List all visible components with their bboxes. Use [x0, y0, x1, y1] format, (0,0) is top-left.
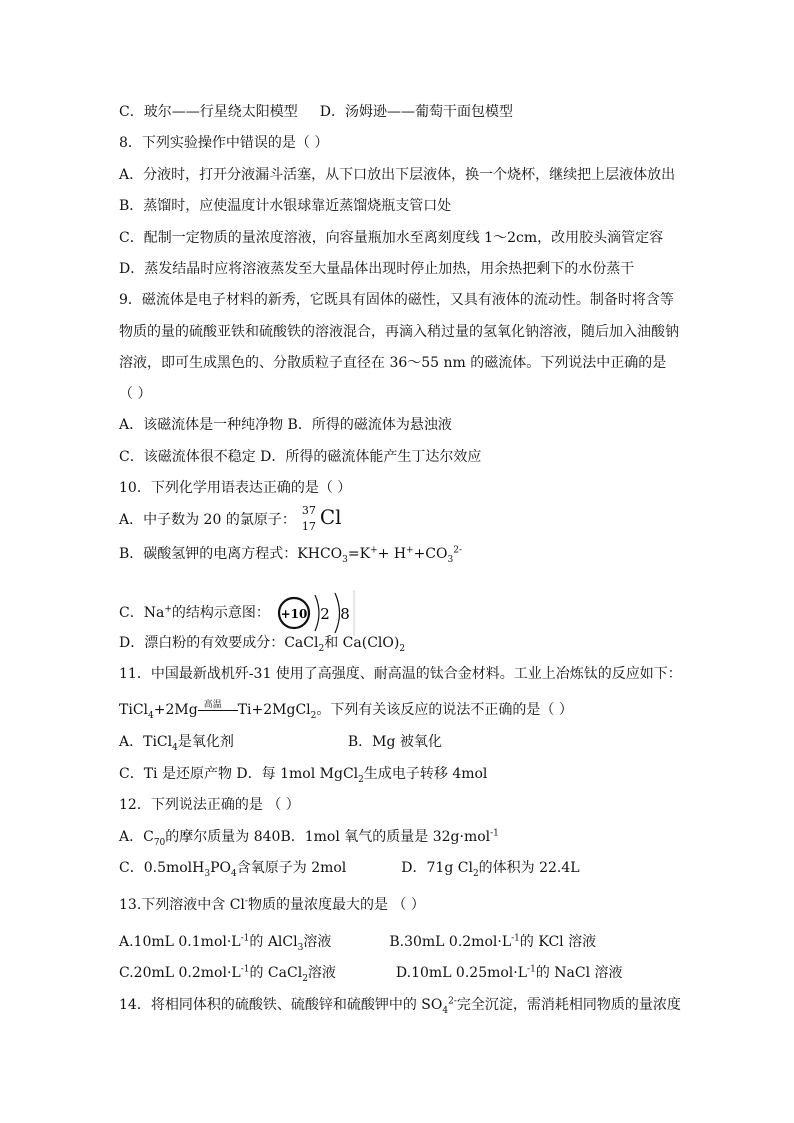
q11-equation-line [119, 700, 573, 720]
subscript: 70 [153, 837, 166, 848]
q12-options-ab [119, 827, 499, 847]
q10-option-a [119, 504, 348, 533]
superscript: -1 [511, 933, 520, 944]
q12-c-text: PO [210, 860, 232, 876]
subscript: 2 [399, 643, 406, 654]
q13-d-text: D.10mL 0.25mol·L [395, 965, 528, 981]
q10-c-text: 的结构示意图： [171, 605, 270, 621]
q12-c-text: C．0.5molH [119, 860, 205, 876]
superscript: - [244, 896, 248, 907]
q10-b-text: +CO [413, 546, 448, 562]
superscript: -1 [490, 828, 499, 839]
q13-stem [119, 895, 425, 915]
subscript: 3 [297, 942, 304, 953]
q9-options-cd: C．该磁流体很不稳定 D．所得的磁流体能产生丁达尔效应 [119, 449, 482, 465]
q10-option-b [119, 544, 462, 564]
q8-option-a: A．分液时，打开分液漏斗活塞，从下口放出下层液体，换一个烧杯，继续把上层液体放出 [119, 167, 676, 183]
q10-c-text: C．Na [119, 605, 165, 621]
superscript: + [164, 604, 172, 615]
q8-option-c: C．配制一定物质的量浓度溶液，向容量瓶加水至离刻度线 1～2cm，改用胶头滴管定容 [119, 230, 664, 246]
superscript: 2- [453, 545, 463, 556]
q13-a-text: 溶液 [303, 934, 332, 950]
q14-text: 14．将相同体积的硫酸铁、硫酸锌和硫酸钾中的 SO [119, 997, 443, 1013]
subscript: 4 [442, 1005, 449, 1016]
q11-cd-text: 生成电子转移 4mol [363, 766, 488, 782]
subscript: 2 [310, 710, 317, 721]
subscript: 2 [302, 973, 308, 984]
q10-b-text: =K [347, 546, 371, 562]
q13-b-text: 的 KCl 溶液 [519, 934, 597, 950]
shell-1-electrons: 2 [320, 605, 330, 623]
q13-d-text: 的 NaCl 溶液 [535, 965, 623, 981]
shell-2-electrons: 8 [340, 605, 350, 623]
q13-c-text: C.20mL 0.2mol·L [119, 965, 241, 981]
q9-answer-paren: （ ） [119, 386, 152, 402]
q12-a-text: A．C [119, 829, 154, 845]
q11-eq-text: Ti+2MgCl [237, 702, 311, 718]
subscript: 4 [172, 742, 178, 753]
chlorine-nuclide-symbol [301, 504, 348, 533]
q10-d-text: 和 Ca(ClO) [324, 635, 400, 651]
q12-options-cd [119, 858, 580, 878]
sodium-ion-structure-diagram [274, 590, 356, 636]
q13-stem-text: 13.下列溶液中含 Cl [119, 897, 245, 913]
subscript: 3 [204, 868, 211, 879]
q9-options-ab: A．该磁流体是一种纯净物 B．所得的磁流体为悬浊液 [119, 417, 452, 433]
q13-options-ab [119, 932, 596, 952]
q14-text: 完全沉淀，需消耗相同物质的量浓度 [456, 997, 681, 1013]
subscript: 2 [358, 774, 364, 785]
superscript: + [370, 545, 378, 556]
subscript: 4 [148, 710, 154, 721]
q7-option-c: C．玻尔——行星绕太阳模型 [119, 104, 298, 120]
q13-c-text: 溶液 [307, 965, 336, 981]
q13-c-text: 的 CaCl [249, 965, 303, 981]
element-symbol: Cl [319, 505, 342, 529]
q7-option-d: D．汤姆逊——葡萄干面包模型 [319, 104, 513, 120]
superscript: -1 [240, 933, 250, 944]
q9-stem-line3: 溶液，即可生成黑色的、分散质粒子直径在 36～55 nm 的磁流体。下列说法中正确的是 [119, 355, 667, 371]
q8-option-d: D．蒸发结晶时应将溶液蒸发至大量晶体出现时停止加热，用余热把剩下的水份蒸干 [119, 261, 635, 277]
q10-d-text: D．漂白粉的有效要成分：CaCl [119, 635, 319, 651]
subscript: 2 [318, 643, 325, 654]
subscript: 2 [472, 868, 479, 879]
superscript: 2- [448, 996, 457, 1007]
q10-option-d [119, 633, 405, 653]
q8-option-b: B．蒸馏时，应使温度计水银球靠近蒸馏烧瓶支管口处 [119, 198, 452, 214]
q7-options [119, 102, 513, 122]
reaction-arrow-line [198, 710, 238, 711]
q12-c-text: 含氧原子为 2mol [236, 860, 347, 876]
q11-a-text: A．TiCl [119, 734, 173, 750]
q13-options-cd [119, 963, 623, 983]
q11-option-b: B．Mg 被氧化 [347, 734, 442, 750]
atomic-number: 17 [301, 520, 316, 533]
q8-stem: 8．下列实验操作中错误的是（ ） [119, 135, 329, 151]
q12-d-text: D．71g Cl [401, 860, 473, 876]
q10-stem: 10．下列化学用语表达正确的是（ ） [119, 480, 352, 496]
q11-eq-text: +2Mg [153, 702, 198, 718]
q11-eq-text: 。下列有关该反应的说法不正确的是（ ） [316, 702, 573, 718]
q13-a-text: A.10mL 0.1mol·L [119, 934, 241, 950]
reaction-condition [198, 700, 238, 720]
mass-number: 37 [301, 504, 316, 517]
q9-stem-line2: 物质的量的硫酸亚铁和硫酸铁的溶液混合，再滴入稍过量的氢氧化钠溶液，随后加入油酸钠 [119, 324, 679, 340]
q12-stem: 12．下列说法正确的是 （ ） [119, 797, 300, 813]
q11-cd-text: C．Ti 是还原产物 D．每 1mol MgCl [119, 766, 359, 782]
q12-a-text: 的摩尔质量为 840B．1mol 氧气的质量是 32g·mol [165, 829, 491, 845]
subscript: 3 [342, 554, 348, 565]
nucleus-charge: +10 [280, 607, 308, 621]
reaction-condition-text: 高温 [203, 700, 222, 710]
q13-b-text: B.30mL 0.2mol·L [389, 934, 512, 950]
q11-options-cd [119, 764, 487, 784]
q11-a-text: 是氧化剂 [177, 734, 234, 750]
q12-d-text: 的体积为 22.4L [478, 860, 580, 876]
q10-option-a-text: A．中子数为 20 的氯原子： [119, 512, 296, 528]
q10-b-text: B．碳酸氢钾的电离方程式：KHCO [119, 546, 343, 562]
subscript: 3 [447, 554, 454, 565]
q14-stem [119, 995, 681, 1015]
q11-eq-text: TiCl [119, 702, 149, 718]
q13-stem-text: 物质的量浓度最大的是 （ ） [247, 897, 425, 913]
q9-stem-line1: 9．磁流体是电子材料的新秀，它既具有固体的磁性，又具有液体的流动性。制备时将含等 [119, 292, 674, 308]
superscript: + [406, 545, 414, 556]
subscript: 4 [231, 868, 237, 879]
q10-option-c [119, 590, 356, 636]
superscript: -1 [527, 964, 536, 975]
q10-b-text: + H [377, 546, 407, 562]
superscript: -1 [240, 964, 250, 975]
q11-stem-line1: 11．中国最新战机歼-31 使用了高强度、耐高温的钛合金材料。工业上冶炼钛的反应如下： [119, 666, 682, 682]
q13-a-text: 的 AlCl [249, 934, 298, 950]
q11-options-ab [119, 732, 442, 752]
